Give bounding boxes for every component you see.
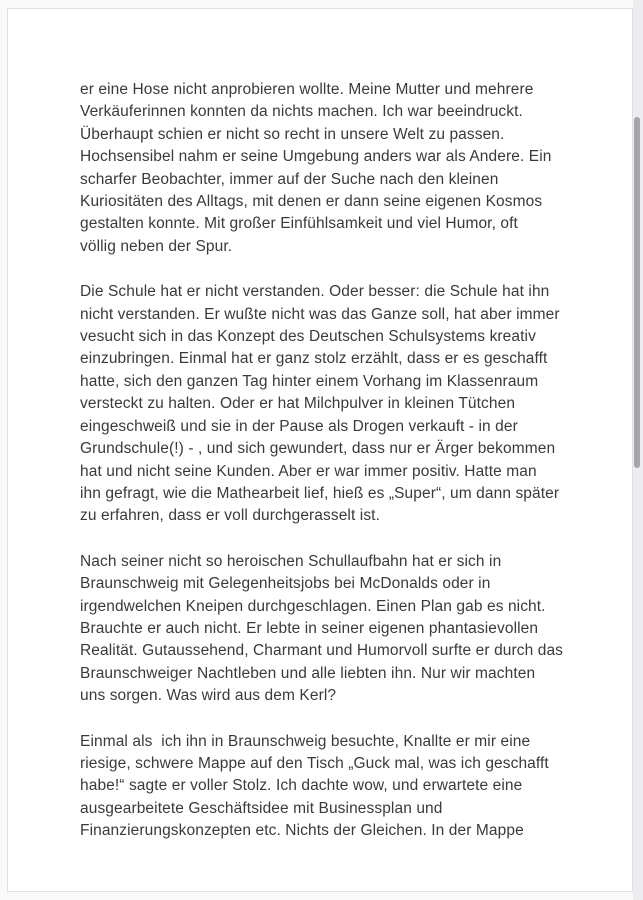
text-line: Verkäuferinnen konnten da nichts machen. Ich war beeindruckt. (80, 103, 523, 121)
text-line: hatte, sich den ganzen Tag hinter einem Vorhang im Klassenraum (80, 372, 539, 390)
text-line: riesige, schwere Mappe auf den Tisch „Guck mal, was ich geschafft (80, 754, 549, 772)
text-line: Brauchte er auch nicht. Er lebte in seiner eigenen phantasievollen (80, 619, 539, 637)
text-line: Realität. Gutaussehend, Charmant und Humorvoll surfte er durch das (80, 642, 564, 660)
paragraph (80, 551, 622, 708)
scrollbar-thumb[interactable] (634, 117, 640, 468)
text-line: hat und nicht seine Kunden. Aber er war immer positiv. Hatte man (80, 462, 537, 480)
text-line: vesucht sich in das Konzept des Deutschen Schulsystems kreativ (80, 328, 536, 346)
paragraph (80, 281, 622, 527)
text-line: völlig neben der Spur. (80, 237, 233, 255)
document-text (80, 79, 622, 843)
text-line: ausgearbeitete Geschäftsidee mit Businessplan und (80, 799, 443, 817)
text-line: Überhaupt schien er nicht so recht in unsere Welt zu passen. (80, 125, 505, 143)
text-line: Braunschweig mit Gelegenheitsjobs bei McDonalds oder in (80, 575, 491, 593)
text-line: habe!“ sagte er voller Stolz. Ich dachte wow, und erwartete eine (80, 777, 523, 795)
text-line: irgendwelchen Kneipen durchgeschlagen. Einen Plan gab es nicht. (80, 597, 546, 615)
text-line: Braunschweiger Nachtleben und alle liebten ihn. Nur wir machten (80, 664, 536, 682)
text-line: gestalten konnte. Mit großer Einfühlsamkeit und viel Humor, oft (80, 215, 518, 233)
text-line: Nach seiner nicht so heroischen Schullaufbahn hat er sich in (80, 552, 502, 570)
text-line: Einmal als ich ihn in Braunschweig besuchte, Knallte er mir eine (80, 732, 531, 750)
text-line: Hochsensibel nahm er seine Umgebung anders war als Andere. Ein (80, 148, 552, 166)
paragraph (80, 79, 622, 258)
text-line: ihn gefragt, wie die Mathearbeit lief, hieß es „Super“, um dann später (80, 484, 560, 502)
text-line: Die Schule hat er nicht verstanden. Oder besser: die Schule hat ihn (80, 283, 550, 301)
scrollbar-track[interactable] (633, 0, 643, 900)
text-line: scharfer Beobachter, immer auf der Suche nach den kleinen (80, 170, 499, 188)
text-line: Finanzierungskonzepten etc. Nichts der Gleichen. In der Mappe (80, 822, 524, 840)
text-line: eingeschweiß und sie in der Pause als Drogen verkauft - in der (80, 417, 518, 435)
text-line: Kuriositäten des Alltags, mit denen er dann seine eigenen Kosmos (80, 193, 543, 211)
text-line: Grundschule(!) - , und sich gewundert, dass nur er Ärger bekommen (80, 440, 556, 458)
text-line: er eine Hose nicht anprobieren wollte. Meine Mutter und mehrere (80, 81, 534, 98)
text-line: einzubringen. Einmal hat er ganz stolz erzählt, dass er es geschafft (80, 350, 548, 368)
document-page (7, 8, 633, 892)
paragraph (80, 731, 622, 843)
text-line: zu erfahren, dass er voll durchgerasselt ist. (80, 507, 380, 525)
text-line: versteckt zu halten. Oder er hat Milchpulver in kleinen Tütchen (80, 395, 516, 413)
text-line: nicht verstanden. Er wußte nicht was das Ganze soll, hat aber immer (80, 305, 560, 323)
text-line: uns sorgen. Was wird aus dem Kerl? (80, 687, 337, 705)
